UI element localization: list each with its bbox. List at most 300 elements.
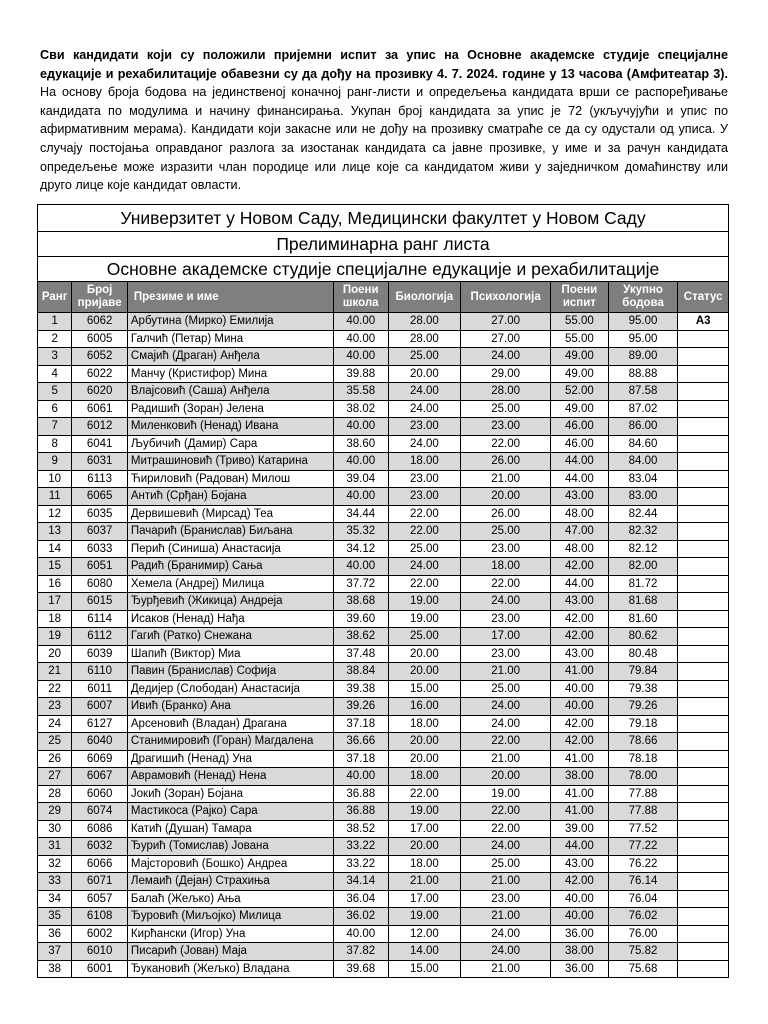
cell-total: 79.84: [608, 663, 678, 681]
cell-total: 75.82: [608, 943, 678, 961]
cell-status: [678, 453, 729, 471]
cell-psychology: 22.00: [461, 803, 551, 821]
cell-psychology: 27.00: [461, 330, 551, 348]
cell-rank: 20: [38, 645, 72, 663]
cell-biology: 20.00: [388, 365, 461, 383]
cell-status: [678, 400, 729, 418]
cell-exam: 42.00: [551, 628, 609, 646]
cell-name: Хемела (Андреј) Милица: [127, 575, 333, 593]
cell-app-no: 6114: [72, 610, 128, 628]
cell-rank: 2: [38, 330, 72, 348]
cell-total: 77.88: [608, 785, 678, 803]
cell-exam: 42.00: [551, 558, 609, 576]
cell-school: 38.62: [333, 628, 388, 646]
cell-rank: 21: [38, 663, 72, 681]
cell-school: 35.58: [333, 383, 388, 401]
cell-name: Балаћ (Жељко) Ања: [127, 890, 333, 908]
cell-rank: 14: [38, 540, 72, 558]
cell-app-no: 6057: [72, 890, 128, 908]
table-row: [38, 365, 729, 383]
cell-psychology: 25.00: [461, 680, 551, 698]
cell-total: 81.68: [608, 593, 678, 611]
cell-name: Шапић (Виктор) Миа: [127, 645, 333, 663]
cell-exam: 38.00: [551, 943, 609, 961]
table-row: [38, 453, 729, 471]
header-name: Презиме и име: [127, 282, 333, 313]
cell-name: Арбутина (Мирко) Емилија: [127, 313, 333, 331]
cell-rank: 31: [38, 838, 72, 856]
cell-exam: 41.00: [551, 750, 609, 768]
cell-status: [678, 348, 729, 366]
cell-school: 35.32: [333, 523, 388, 541]
cell-exam: 47.00: [551, 523, 609, 541]
cell-school: 39.88: [333, 365, 388, 383]
cell-exam: 55.00: [551, 330, 609, 348]
cell-biology: 20.00: [388, 645, 461, 663]
cell-psychology: 28.00: [461, 383, 551, 401]
cell-school: 38.52: [333, 820, 388, 838]
cell-psychology: 26.00: [461, 453, 551, 471]
cell-biology: 22.00: [388, 505, 461, 523]
header-school: Поени школа: [333, 282, 388, 313]
table-row: [38, 575, 729, 593]
cell-status: [678, 663, 729, 681]
cell-psychology: 24.00: [461, 593, 551, 611]
cell-psychology: 21.00: [461, 908, 551, 926]
cell-app-no: 6039: [72, 645, 128, 663]
cell-total: 79.26: [608, 698, 678, 716]
cell-school: 39.04: [333, 470, 388, 488]
cell-school: 39.68: [333, 960, 388, 978]
cell-rank: 35: [38, 908, 72, 926]
cell-exam: 44.00: [551, 470, 609, 488]
table-row: [38, 943, 729, 961]
cell-name: Писарић (Јован) Маја: [127, 943, 333, 961]
cell-rank: 13: [38, 523, 72, 541]
cell-school: 33.22: [333, 855, 388, 873]
cell-name: Смајић (Драган) Анђела: [127, 348, 333, 366]
cell-exam: 40.00: [551, 680, 609, 698]
cell-school: 37.82: [333, 943, 388, 961]
cell-total: 79.38: [608, 680, 678, 698]
cell-school: 38.84: [333, 663, 388, 681]
cell-app-no: 6065: [72, 488, 128, 506]
cell-school: 38.68: [333, 593, 388, 611]
cell-app-no: 6052: [72, 348, 128, 366]
table-row: [38, 663, 729, 681]
cell-exam: 43.00: [551, 488, 609, 506]
cell-exam: 55.00: [551, 313, 609, 331]
cell-status: [678, 365, 729, 383]
cell-total: 82.12: [608, 540, 678, 558]
table-row: [38, 733, 729, 751]
cell-psychology: 24.00: [461, 715, 551, 733]
cell-app-no: 6113: [72, 470, 128, 488]
cell-status: [678, 488, 729, 506]
cell-rank: 7: [38, 418, 72, 436]
cell-status: [678, 925, 729, 943]
cell-exam: 52.00: [551, 383, 609, 401]
cell-psychology: 23.00: [461, 540, 551, 558]
cell-rank: 11: [38, 488, 72, 506]
cell-total: 80.62: [608, 628, 678, 646]
cell-psychology: 24.00: [461, 698, 551, 716]
cell-rank: 27: [38, 768, 72, 786]
table-row: [38, 890, 729, 908]
table-row: [38, 715, 729, 733]
cell-psychology: 25.00: [461, 855, 551, 873]
cell-app-no: 6066: [72, 855, 128, 873]
cell-name: Исаков (Ненад) Нађа: [127, 610, 333, 628]
cell-biology: 23.00: [388, 488, 461, 506]
cell-rank: 4: [38, 365, 72, 383]
cell-psychology: 21.00: [461, 750, 551, 768]
cell-name: Пачарић (Бранислав) Биљана: [127, 523, 333, 541]
cell-psychology: 17.00: [461, 628, 551, 646]
cell-name: Мајсторовић (Бошко) Андреа: [127, 855, 333, 873]
cell-app-no: 6012: [72, 418, 128, 436]
cell-exam: 42.00: [551, 715, 609, 733]
table-row: [38, 750, 729, 768]
cell-total: 82.00: [608, 558, 678, 576]
cell-name: Ђурђевић (Жикица) Андреја: [127, 593, 333, 611]
cell-name: Ђукановић (Жељко) Владана: [127, 960, 333, 978]
table-row: [38, 435, 729, 453]
cell-app-no: 6080: [72, 575, 128, 593]
cell-name: Митрашиновић (Триво) Катарина: [127, 453, 333, 471]
cell-name: Дедијер (Слободан) Анастасија: [127, 680, 333, 698]
cell-exam: 49.00: [551, 365, 609, 383]
cell-psychology: 25.00: [461, 400, 551, 418]
cell-biology: 17.00: [388, 890, 461, 908]
cell-status: [678, 820, 729, 838]
table-row: [38, 873, 729, 891]
cell-app-no: 6062: [72, 313, 128, 331]
cell-exam: 40.00: [551, 698, 609, 716]
cell-biology: 28.00: [388, 313, 461, 331]
cell-psychology: 22.00: [461, 733, 551, 751]
cell-name: Дервишевић (Мирсад) Теа: [127, 505, 333, 523]
cell-biology: 19.00: [388, 908, 461, 926]
cell-name: Лемаић (Дејан) Страхиња: [127, 873, 333, 891]
table-row: [38, 313, 729, 331]
table-row: [38, 383, 729, 401]
table-row: [38, 610, 729, 628]
cell-total: 76.14: [608, 873, 678, 891]
cell-school: 40.00: [333, 330, 388, 348]
cell-name: Љубичић (Дамир) Сара: [127, 435, 333, 453]
cell-status: [678, 943, 729, 961]
table-row: [38, 505, 729, 523]
cell-app-no: 6001: [72, 960, 128, 978]
cell-school: 37.72: [333, 575, 388, 593]
cell-status: [678, 628, 729, 646]
cell-exam: 48.00: [551, 540, 609, 558]
cell-exam: 36.00: [551, 960, 609, 978]
cell-total: 77.22: [608, 838, 678, 856]
cell-app-no: 6033: [72, 540, 128, 558]
cell-exam: 41.00: [551, 803, 609, 821]
cell-rank: 6: [38, 400, 72, 418]
header-status: Статус: [678, 282, 729, 313]
cell-app-no: 6108: [72, 908, 128, 926]
table-row: [38, 330, 729, 348]
cell-rank: 36: [38, 925, 72, 943]
table-row: [38, 785, 729, 803]
cell-biology: 25.00: [388, 628, 461, 646]
cell-exam: 44.00: [551, 838, 609, 856]
cell-app-no: 6061: [72, 400, 128, 418]
cell-total: 76.02: [608, 908, 678, 926]
header-app-no: Број пријаве: [72, 282, 128, 313]
cell-total: 87.58: [608, 383, 678, 401]
cell-rank: 23: [38, 698, 72, 716]
cell-name: Драгишић (Ненад) Уна: [127, 750, 333, 768]
cell-name: Арсеновић (Владан) Драгана: [127, 715, 333, 733]
cell-school: 34.14: [333, 873, 388, 891]
table-row: [38, 925, 729, 943]
cell-total: 75.68: [608, 960, 678, 978]
table-row: [38, 908, 729, 926]
cell-school: 40.00: [333, 768, 388, 786]
cell-total: 84.00: [608, 453, 678, 471]
cell-status: [678, 330, 729, 348]
cell-school: 37.48: [333, 645, 388, 663]
cell-total: 77.52: [608, 820, 678, 838]
cell-biology: 12.00: [388, 925, 461, 943]
cell-status: [678, 540, 729, 558]
cell-biology: 19.00: [388, 610, 461, 628]
cell-psychology: 25.00: [461, 523, 551, 541]
cell-psychology: 22.00: [461, 435, 551, 453]
cell-school: 40.00: [333, 488, 388, 506]
cell-app-no: 6060: [72, 785, 128, 803]
table-title-list: Прелиминарна ранг листа: [38, 232, 729, 257]
cell-rank: 25: [38, 733, 72, 751]
cell-exam: 44.00: [551, 453, 609, 471]
cell-status: [678, 733, 729, 751]
cell-school: 36.88: [333, 785, 388, 803]
cell-status: [678, 680, 729, 698]
table-row: [38, 855, 729, 873]
cell-school: 40.00: [333, 313, 388, 331]
table-title-university: Универзитет у Новом Саду, Медицински факултет у Новом Саду: [38, 205, 729, 232]
cell-rank: 37: [38, 943, 72, 961]
cell-status: [678, 715, 729, 733]
cell-biology: 20.00: [388, 663, 461, 681]
cell-total: 95.00: [608, 313, 678, 331]
cell-status: [678, 383, 729, 401]
cell-app-no: 6010: [72, 943, 128, 961]
cell-exam: 42.00: [551, 873, 609, 891]
intro-normal-text: На основу броја бодова на јединственој коначној ранг-листи и опредељења кандидата врши се распоређивање кандидата по модулима и начину финансирања. Укупан број кандидата за упис је 72 (укључујући и упис по афирмативним мерама). Кандидати који закасне или не дођу на прозивку сматраће се да су одустали од уписа. У случају постојања оправданог разлога за изостанак кандидата са јавне прозивке, у име и за рачун кандидата опредељење може изразити члан породице или лице које са кандидатом живи у заједничком домаћинству или друго лице које кандидат овласти.: [40, 85, 728, 193]
cell-total: 82.44: [608, 505, 678, 523]
cell-rank: 12: [38, 505, 72, 523]
cell-app-no: 6032: [72, 838, 128, 856]
cell-psychology: 23.00: [461, 890, 551, 908]
cell-school: 39.26: [333, 698, 388, 716]
cell-school: 40.00: [333, 348, 388, 366]
cell-app-no: 6071: [72, 873, 128, 891]
cell-name: Аврамовић (Ненад) Нена: [127, 768, 333, 786]
cell-app-no: 6020: [72, 383, 128, 401]
cell-psychology: 20.00: [461, 768, 551, 786]
cell-biology: 24.00: [388, 558, 461, 576]
cell-psychology: 21.00: [461, 873, 551, 891]
cell-total: 82.32: [608, 523, 678, 541]
cell-school: 34.44: [333, 505, 388, 523]
cell-biology: 18.00: [388, 715, 461, 733]
cell-school: 40.00: [333, 925, 388, 943]
cell-total: 95.00: [608, 330, 678, 348]
cell-name: Ћириловић (Радован) Милош: [127, 470, 333, 488]
cell-school: 37.18: [333, 750, 388, 768]
cell-app-no: 6051: [72, 558, 128, 576]
cell-biology: 21.00: [388, 873, 461, 891]
cell-exam: 42.00: [551, 610, 609, 628]
cell-rank: 5: [38, 383, 72, 401]
table-row: [38, 803, 729, 821]
table-row: [38, 768, 729, 786]
cell-app-no: 6074: [72, 803, 128, 821]
cell-exam: 42.00: [551, 733, 609, 751]
cell-exam: 43.00: [551, 855, 609, 873]
cell-school: 40.00: [333, 558, 388, 576]
cell-total: 76.04: [608, 890, 678, 908]
cell-name: Ивић (Бранко) Ана: [127, 698, 333, 716]
cell-school: 33.22: [333, 838, 388, 856]
cell-status: [678, 610, 729, 628]
cell-status: [678, 698, 729, 716]
cell-name: Катић (Душан) Тамара: [127, 820, 333, 838]
cell-app-no: 6022: [72, 365, 128, 383]
cell-biology: 18.00: [388, 453, 461, 471]
cell-psychology: 24.00: [461, 838, 551, 856]
cell-biology: 20.00: [388, 750, 461, 768]
cell-status: [678, 418, 729, 436]
cell-status: [678, 593, 729, 611]
cell-psychology: 22.00: [461, 820, 551, 838]
table-row: [38, 470, 729, 488]
cell-app-no: 6011: [72, 680, 128, 698]
cell-biology: 17.00: [388, 820, 461, 838]
table-body: [38, 313, 729, 978]
cell-exam: 46.00: [551, 418, 609, 436]
cell-status: [678, 838, 729, 856]
cell-exam: 46.00: [551, 435, 609, 453]
cell-psychology: 24.00: [461, 925, 551, 943]
cell-total: 81.60: [608, 610, 678, 628]
cell-app-no: 6007: [72, 698, 128, 716]
cell-app-no: 6040: [72, 733, 128, 751]
cell-total: 76.00: [608, 925, 678, 943]
cell-rank: 3: [38, 348, 72, 366]
cell-rank: 10: [38, 470, 72, 488]
cell-rank: 8: [38, 435, 72, 453]
cell-school: 36.02: [333, 908, 388, 926]
cell-name: Галчић (Петар) Мина: [127, 330, 333, 348]
cell-name: Кирћански (Игор) Уна: [127, 925, 333, 943]
cell-name: Павин (Бранислав) Софија: [127, 663, 333, 681]
cell-psychology: 24.00: [461, 943, 551, 961]
cell-rank: 19: [38, 628, 72, 646]
cell-exam: 41.00: [551, 785, 609, 803]
cell-psychology: 24.00: [461, 348, 551, 366]
table-row: [38, 400, 729, 418]
cell-exam: 43.00: [551, 593, 609, 611]
cell-school: 36.88: [333, 803, 388, 821]
table-row: [38, 593, 729, 611]
cell-school: 40.00: [333, 418, 388, 436]
cell-biology: 23.00: [388, 418, 461, 436]
cell-total: 78.66: [608, 733, 678, 751]
cell-biology: 25.00: [388, 540, 461, 558]
cell-biology: 14.00: [388, 943, 461, 961]
cell-exam: 40.00: [551, 890, 609, 908]
cell-total: 89.00: [608, 348, 678, 366]
table-row: [38, 838, 729, 856]
cell-school: 37.18: [333, 715, 388, 733]
cell-exam: 49.00: [551, 348, 609, 366]
cell-rank: 32: [38, 855, 72, 873]
cell-exam: 40.00: [551, 908, 609, 926]
cell-total: 78.00: [608, 768, 678, 786]
cell-psychology: 27.00: [461, 313, 551, 331]
cell-exam: 49.00: [551, 400, 609, 418]
cell-exam: 36.00: [551, 925, 609, 943]
cell-total: 87.02: [608, 400, 678, 418]
table-row: [38, 348, 729, 366]
cell-biology: 24.00: [388, 383, 461, 401]
cell-exam: 38.00: [551, 768, 609, 786]
cell-app-no: 6031: [72, 453, 128, 471]
cell-biology: 24.00: [388, 400, 461, 418]
intro-paragraph: [40, 46, 728, 195]
cell-name: Манчу (Кристифор) Мина: [127, 365, 333, 383]
cell-biology: 20.00: [388, 838, 461, 856]
header-exam: Поени испит: [551, 282, 609, 313]
cell-biology: 15.00: [388, 960, 461, 978]
cell-exam: 48.00: [551, 505, 609, 523]
cell-school: 38.60: [333, 435, 388, 453]
rank-table: [37, 204, 729, 978]
cell-status: [678, 890, 729, 908]
cell-app-no: 6067: [72, 768, 128, 786]
cell-psychology: 21.00: [461, 663, 551, 681]
cell-total: 88.88: [608, 365, 678, 383]
cell-status: А3: [678, 313, 729, 331]
cell-status: [678, 645, 729, 663]
cell-name: Радишић (Зоран) Јелена: [127, 400, 333, 418]
cell-rank: 30: [38, 820, 72, 838]
cell-rank: 38: [38, 960, 72, 978]
cell-app-no: 6086: [72, 820, 128, 838]
cell-name: Ђурић (Томислав) Јована: [127, 838, 333, 856]
table-row: [38, 680, 729, 698]
cell-rank: 29: [38, 803, 72, 821]
cell-rank: 24: [38, 715, 72, 733]
cell-total: 81.72: [608, 575, 678, 593]
cell-name: Мастикоса (Рајко) Сара: [127, 803, 333, 821]
cell-psychology: 23.00: [461, 645, 551, 663]
cell-status: [678, 575, 729, 593]
cell-exam: 43.00: [551, 645, 609, 663]
cell-biology: 20.00: [388, 733, 461, 751]
table-row: [38, 960, 729, 978]
cell-total: 86.00: [608, 418, 678, 436]
cell-psychology: 20.00: [461, 488, 551, 506]
cell-exam: 44.00: [551, 575, 609, 593]
